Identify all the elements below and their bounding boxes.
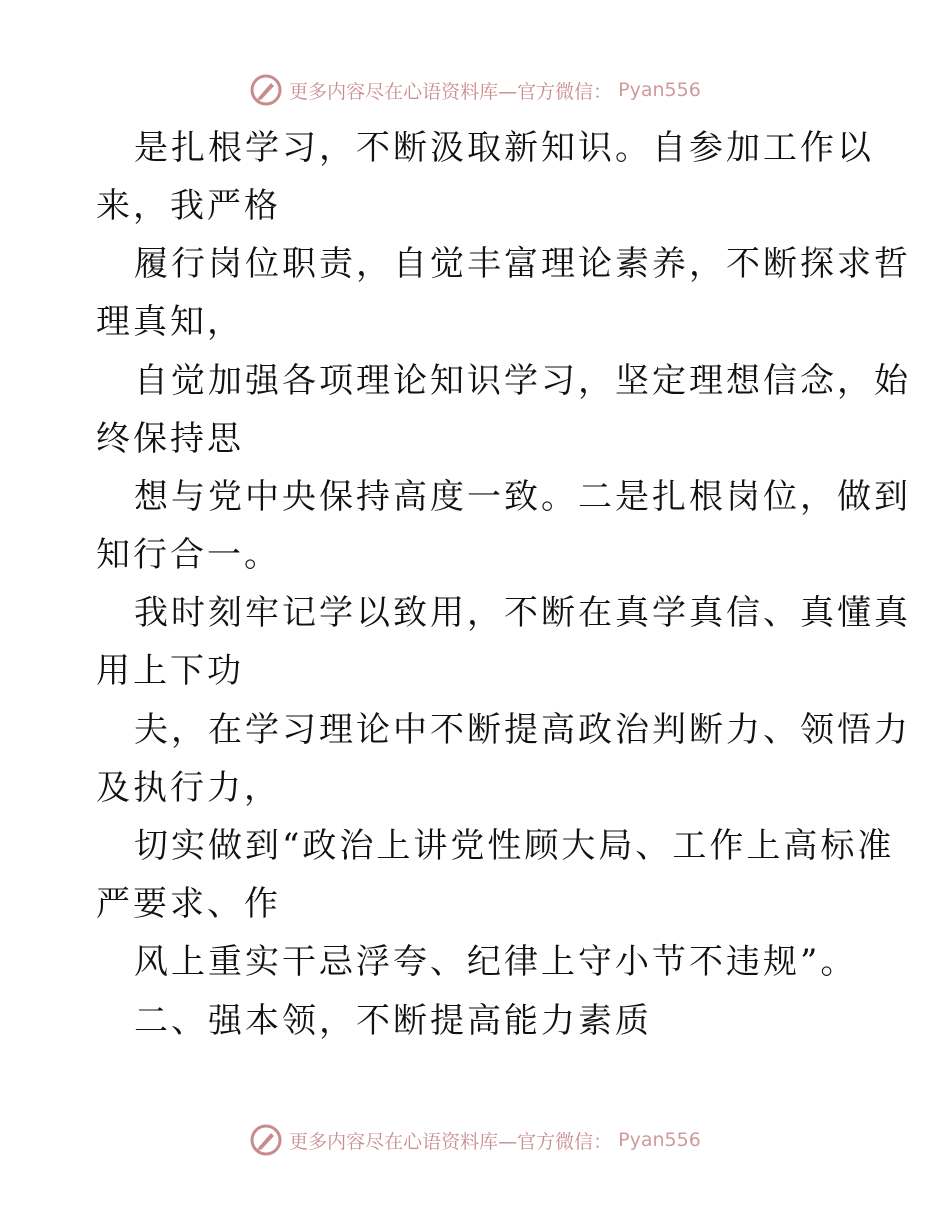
body-line: 夫，在学习理论中不断提高政治判断力、领悟力 xyxy=(134,710,911,750)
watermark-account: Pyan556 xyxy=(618,79,701,101)
watermark-footer xyxy=(0,1120,950,1160)
watermark-text: 更多内容尽在心语资料库—官方微信： xyxy=(289,80,613,103)
body-line: 用上下功 xyxy=(96,651,244,691)
watermark-header xyxy=(0,70,950,110)
body-line: 严要求、作 xyxy=(96,884,281,924)
watermark-text: 更多内容尽在心语资料库—官方微信： xyxy=(289,1130,613,1153)
pen-logo-icon xyxy=(249,73,283,107)
body-line: 我时刻牢记学以致用，不断在真学真信、真懂真 xyxy=(134,593,911,633)
watermark-account: Pyan556 xyxy=(618,1129,701,1151)
body-line: 履行岗位职责，自觉丰富理论素养，不断探求哲 xyxy=(134,244,911,284)
body-line: 终保持思 xyxy=(96,419,244,459)
body-line: 知行合一。 xyxy=(96,535,281,575)
body-line: 及执行力， xyxy=(96,768,281,808)
section-heading: 二、强本领，不断提高能力素质 xyxy=(134,1001,652,1041)
body-line: 理真知， xyxy=(96,302,244,342)
pen-logo-icon xyxy=(249,1123,283,1157)
body-line: 想与党中央保持高度一致。二是扎根岗位，做到 xyxy=(134,477,911,517)
body-line: 自觉加强各项理论知识学习，坚定理想信念，始 xyxy=(134,361,911,401)
body-line: 来，我严格 xyxy=(96,186,281,226)
body-line: 是扎根学习，不断汲取新知识。自参加工作以 xyxy=(134,128,874,168)
body-line: 风上重实干忌浮夸、纪律上守小节不违规”。 xyxy=(134,942,858,982)
body-line: 切实做到“政治上讲党性顾大局、工作上高标准 xyxy=(134,826,895,866)
